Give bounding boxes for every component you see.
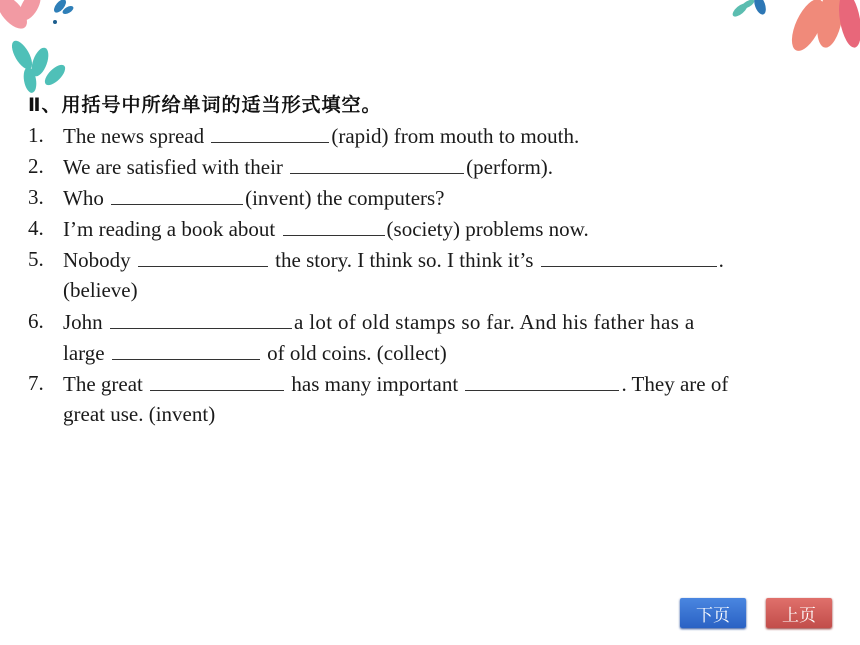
answer-blank[interactable] bbox=[138, 246, 268, 267]
answer-blank[interactable] bbox=[111, 184, 243, 205]
answer-blank[interactable] bbox=[541, 246, 717, 267]
answer-blank[interactable] bbox=[283, 215, 385, 236]
answer-blank[interactable] bbox=[110, 308, 292, 329]
item-number: 7. bbox=[28, 371, 44, 395]
list-item-continuation: (believe) bbox=[63, 278, 138, 302]
next-page-button[interactable]: 下页 bbox=[680, 598, 746, 628]
item-number: 4. bbox=[28, 216, 44, 240]
list-item: The news spread (rapid) from mouth to mouth. bbox=[63, 124, 580, 148]
answer-blank[interactable] bbox=[112, 339, 260, 360]
section-heading: Ⅱ、用括号中所给单词的适当形式填空。 bbox=[28, 94, 382, 116]
list-item: Nobody the story. I think so. I think it’s . bbox=[63, 248, 724, 272]
item-number: 1. bbox=[28, 123, 44, 147]
item-number: 5. bbox=[28, 247, 44, 271]
answer-blank[interactable] bbox=[150, 370, 284, 391]
item-number: 3. bbox=[28, 185, 44, 209]
corner-leaves-decoration-right bbox=[730, 0, 860, 75]
list-item: I’m reading a book about (society) problems now. bbox=[63, 217, 589, 241]
list-item: We are satisfied with their (perform). bbox=[63, 155, 554, 179]
list-item: Who (invent) the computers? bbox=[63, 186, 445, 210]
list-item: The great has many important . They are of bbox=[63, 372, 729, 396]
answer-blank[interactable] bbox=[290, 153, 464, 174]
list-item-continuation: large of old coins. (collect) bbox=[63, 341, 447, 365]
answer-blank[interactable] bbox=[211, 122, 329, 143]
item-number: 6. bbox=[28, 309, 44, 333]
answer-blank[interactable] bbox=[465, 370, 619, 391]
list-item: John a lot of old stamps so far. And his father has a bbox=[63, 310, 695, 334]
list-item-continuation: great use. (invent) bbox=[63, 402, 216, 426]
corner-leaves-decoration-left bbox=[0, 0, 80, 95]
item-number: 2. bbox=[28, 154, 44, 178]
previous-page-button[interactable]: 上页 bbox=[766, 598, 832, 628]
